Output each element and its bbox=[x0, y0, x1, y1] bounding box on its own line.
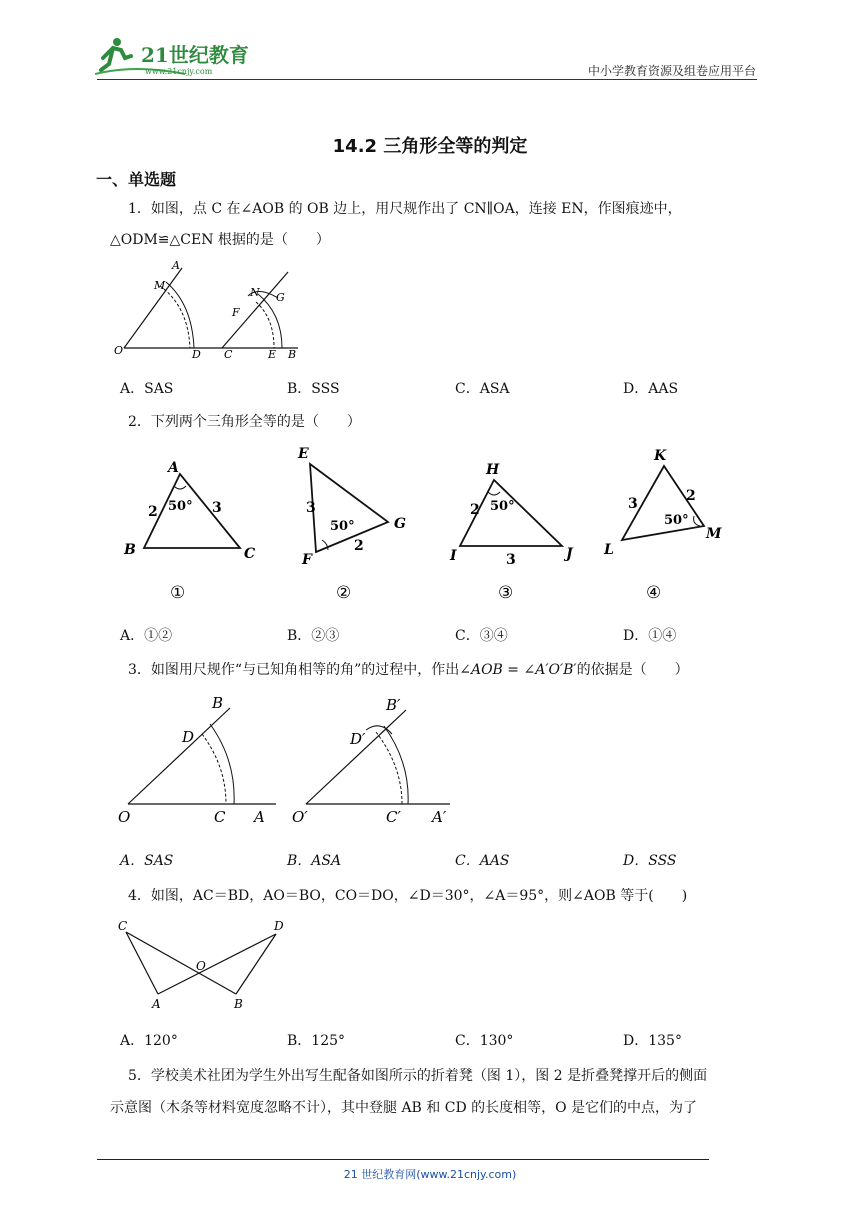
q1-text-line2: △ODM≌△CEN 根据的是（ ） bbox=[110, 232, 330, 248]
q4-option-d[interactable]: D．135° bbox=[623, 1033, 682, 1049]
q4-option-a[interactable]: A．120° bbox=[120, 1033, 178, 1049]
q2-t2-label-E: E bbox=[298, 446, 309, 462]
q2-t4-number: ④ bbox=[646, 583, 662, 603]
q3-label-D: D bbox=[182, 728, 195, 746]
logo-url: www.21cnjy.com bbox=[145, 67, 213, 76]
q2-t3-side-2: 2 bbox=[470, 502, 480, 518]
q3-label-B-prime: B′ bbox=[386, 696, 401, 714]
q3-text-prefix: 3．如图用尺规作“与已知角相等的角”的过程中，作出 bbox=[128, 662, 460, 678]
q2-t2-side-3: 3 bbox=[306, 500, 316, 516]
q3-label-D-prime: D′ bbox=[350, 730, 366, 748]
q2-t4-label-M: M bbox=[706, 526, 722, 542]
q3-label-C: C bbox=[214, 808, 226, 826]
footer-link[interactable]: 21 世纪教育网(www.21cnjy.com) bbox=[343, 1168, 517, 1181]
q2-text-line1: 2．下列两个三角形全等的是（ ） bbox=[128, 414, 361, 430]
q4-option-b[interactable]: B．125° bbox=[287, 1033, 346, 1049]
section-title: 一、单选题 bbox=[96, 170, 177, 189]
q2-t3-label-H: H bbox=[486, 462, 500, 478]
q2-t4-label-K: K bbox=[654, 448, 667, 464]
q1-option-c[interactable]: C．ASA bbox=[455, 381, 510, 397]
q2-t1-label-A: A bbox=[168, 460, 179, 476]
q3-label-B: B bbox=[212, 694, 224, 712]
q3-label-O-prime: O′ bbox=[292, 808, 308, 826]
q1-label-G: G bbox=[276, 291, 285, 304]
q1-label-N: N bbox=[250, 286, 260, 299]
q4-label-A: A bbox=[152, 997, 161, 1011]
q2-option-c[interactable]: C．③④ bbox=[455, 628, 508, 644]
q1-label-M: M bbox=[154, 279, 166, 292]
q2-t1-angle: 50° bbox=[168, 499, 193, 514]
q4-label-D: D bbox=[274, 919, 284, 933]
q3-label-A: A bbox=[254, 808, 265, 826]
q2-triangle-3 bbox=[449, 462, 574, 603]
q1-label-D: D bbox=[192, 348, 201, 361]
q4-text-line1: 4．如图，AC＝BD，AO＝BO，CO＝DO，∠D＝30°，∠A＝95°，则∠AOB 等于( ) bbox=[128, 888, 688, 904]
q3-text-line1 bbox=[128, 659, 689, 679]
site-logo bbox=[95, 34, 255, 78]
q2-figure bbox=[110, 440, 750, 610]
q1-label-F: F bbox=[232, 306, 240, 319]
q4-label-C: C bbox=[118, 919, 128, 933]
q2-t3-label-J: J bbox=[566, 546, 573, 562]
footer-divider bbox=[97, 1159, 709, 1160]
q2-t2-label-F: F bbox=[302, 552, 312, 568]
q2-t1-number: ① bbox=[170, 583, 186, 603]
q2-option-d[interactable]: D．①④ bbox=[623, 628, 677, 644]
q1-label-A: A bbox=[172, 259, 180, 272]
q2-t1-side-3: 3 bbox=[212, 500, 222, 516]
q3-option-a[interactable]: A．SAS bbox=[120, 853, 174, 869]
q3-math-expression: ∠AOB = ∠A′O′B′ bbox=[459, 662, 577, 678]
q2-t3-label-I: I bbox=[450, 548, 457, 564]
q3-text-suffix: 的依据是（ ） bbox=[576, 662, 689, 678]
q2-t2-label-G: G bbox=[394, 516, 406, 532]
q2-option-b[interactable]: B．②③ bbox=[287, 628, 340, 644]
q3-label-A-prime: A′ bbox=[432, 808, 447, 826]
q5-text-line2: 示意图（木条等材料宽度忽略不计），其中登腿 AB 和 CD 的长度相等，O 是它们的中点，为了 bbox=[110, 1100, 698, 1116]
q1-option-a[interactable]: A．SAS bbox=[120, 381, 174, 397]
q3-option-c[interactable]: C．AAS bbox=[455, 853, 510, 869]
q3-label-O: O bbox=[118, 808, 131, 826]
q4-label-O: O bbox=[196, 959, 206, 973]
q4-label-B: B bbox=[234, 997, 243, 1011]
q2-t4-angle: 50° bbox=[664, 513, 689, 528]
q2-t1-label-C: C bbox=[244, 546, 256, 562]
q2-t4-side-2: 2 bbox=[686, 488, 696, 504]
q4-option-c[interactable]: C．130° bbox=[455, 1033, 514, 1049]
q1-label-O: O bbox=[114, 344, 124, 357]
q2-option-a[interactable]: A．①② bbox=[120, 628, 173, 644]
q1-option-d[interactable]: D．AAS bbox=[623, 381, 679, 397]
header-platform-text: 中小学教育资源及组卷应用平台 bbox=[587, 64, 756, 78]
q2-t3-side-3: 3 bbox=[506, 552, 516, 568]
q2-t2-angle: 50° bbox=[330, 519, 355, 534]
document-title: 14.2 三角形全等的判定 bbox=[332, 136, 528, 157]
q1-figure bbox=[110, 256, 310, 368]
q2-t1-side-2: 2 bbox=[148, 504, 158, 520]
q3-figure bbox=[110, 690, 470, 830]
q5-text-line1: 5．学校美术社团为学生外出写生配备如图所示的折着凳（图 1），图 2 是折叠凳撑开后的侧面 bbox=[128, 1068, 708, 1084]
q2-t2-number: ② bbox=[336, 583, 352, 603]
q1-option-b[interactable]: B．SSS bbox=[287, 381, 340, 397]
q2-t4-side-3: 3 bbox=[628, 496, 638, 512]
q2-t2-side-2: 2 bbox=[354, 538, 364, 554]
logo-text: 21世纪教育 bbox=[141, 43, 249, 67]
q1-label-B: B bbox=[288, 348, 297, 361]
q3-label-C-prime: C′ bbox=[386, 808, 401, 826]
q1-text-line1: 1．如图，点 C 在∠AOB 的 OB 边上，用尺规作出了 CN∥OA，连接 EN，作图痕迹中， bbox=[128, 201, 682, 217]
q2-t3-angle: 50° bbox=[490, 499, 515, 514]
q2-triangle-4 bbox=[603, 448, 722, 603]
q2-triangle-2 bbox=[297, 446, 406, 603]
q2-t4-label-L: L bbox=[604, 542, 614, 558]
q2-triangle-1 bbox=[123, 460, 255, 603]
q2-t1-label-B: B bbox=[124, 542, 136, 558]
header-divider bbox=[97, 79, 757, 80]
q2-t3-number: ③ bbox=[498, 583, 514, 603]
q1-label-C: C bbox=[224, 348, 233, 361]
q1-label-E: E bbox=[268, 348, 277, 361]
q3-option-d[interactable]: D．SSS bbox=[623, 853, 677, 869]
q4-figure bbox=[110, 914, 300, 1014]
q3-option-b[interactable]: B．ASA bbox=[287, 853, 342, 869]
